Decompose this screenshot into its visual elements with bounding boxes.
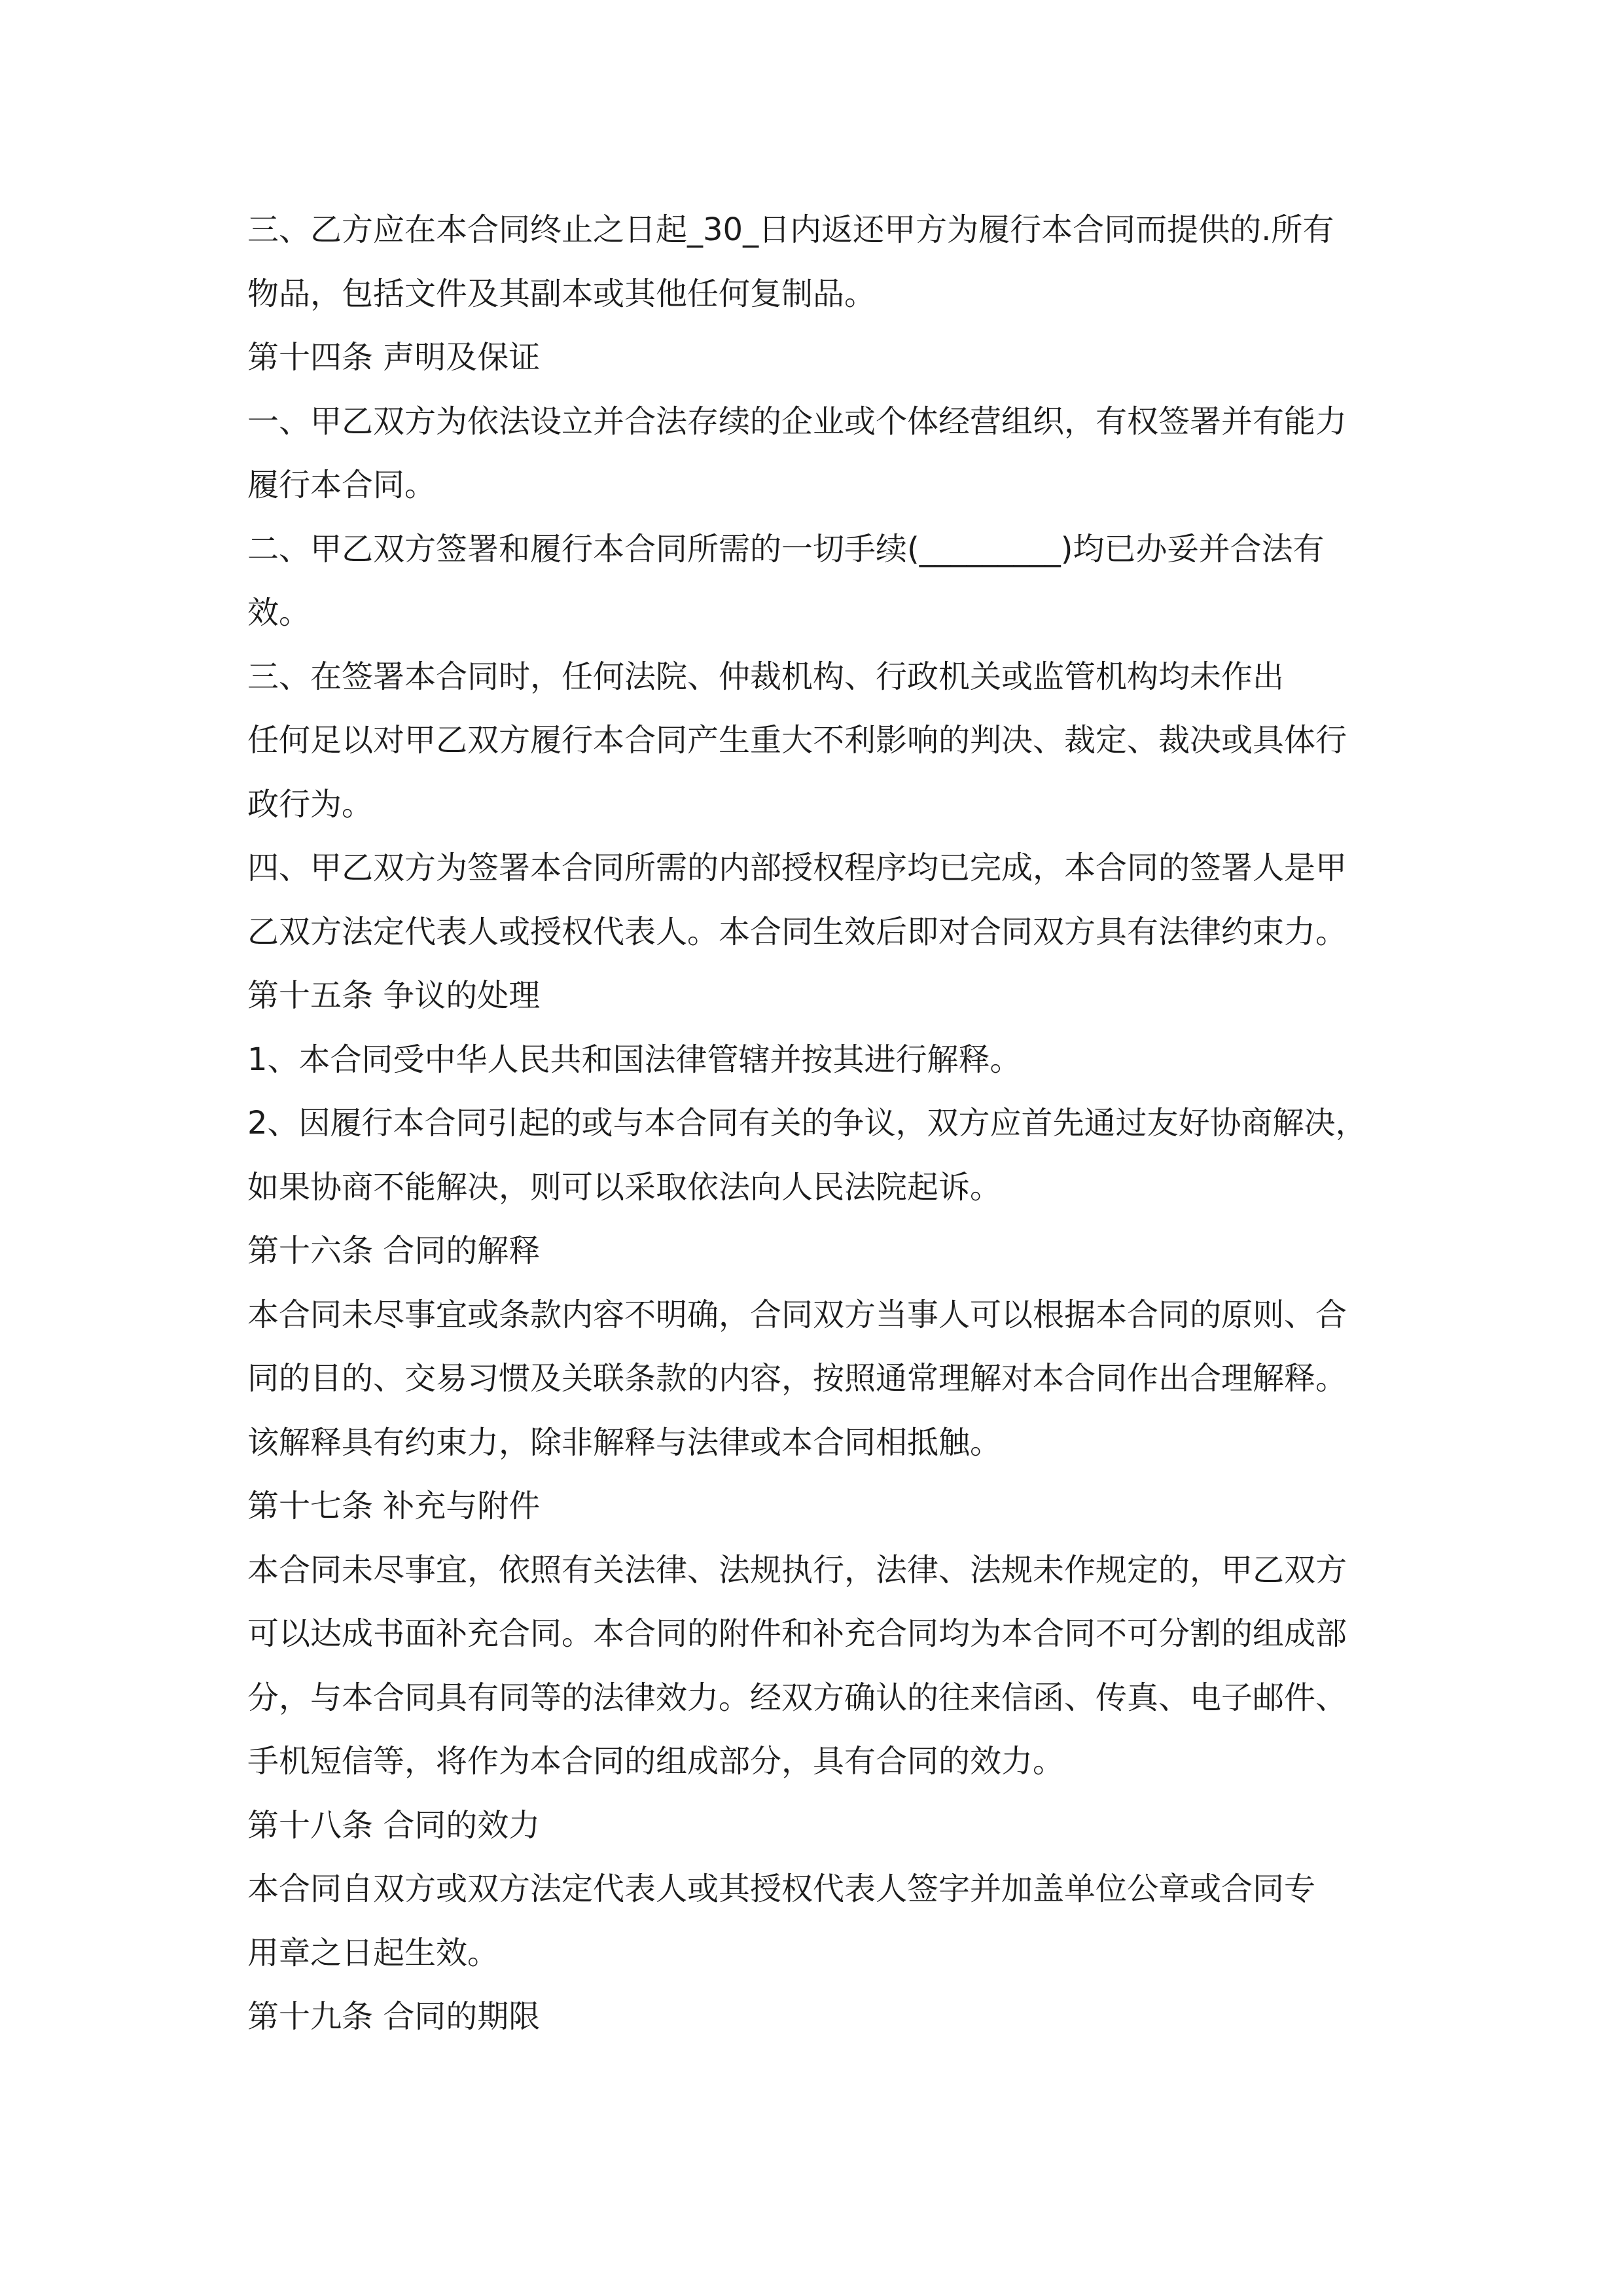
section-heading: 第十七条 补充与附件 (247, 1488, 541, 1524)
paragraph-line: 2、因履行本合同引起的或与本合同有关的争议，双方应首先通过友好协商解决， (247, 1105, 1367, 1141)
paragraph-line: 一、甲乙双方为依法设立并合法存续的企业或个体经营组织，有权签署并有能力 (247, 403, 1347, 440)
paragraph-line: 物品，包括文件及其副本或其他任何复制品。 (247, 275, 876, 312)
paragraph-line: 三、乙方应在本合同终止之日起_30_日内返还甲方为履行本合同而提供的.所有 (247, 211, 1334, 248)
paragraph-line: 二、甲乙双方签署和履行本合同所需的一切手续(_________)均已办妥并合法有 (247, 530, 1325, 567)
paragraph-line: 可以达成书面补充合同。本合同的附件和补充合同均为本合同不可分割的组成部 (247, 1615, 1347, 1652)
paragraph-line: 本合同自双方或双方法定代表人或其授权代表人签字并加盖单位公章或合同专 (247, 1871, 1316, 1907)
paragraph-line: 同的目的、交易习惯及关联条款的内容，按照通常理解对本合同作出合理解释。 (247, 1360, 1347, 1397)
section-heading: 第十四条 声明及保证 (247, 339, 541, 376)
paragraph-line: 本合同未尽事宜，依照有关法律、法规执行，法律、法规未作规定的，甲乙双方 (247, 1551, 1347, 1588)
paragraph-line: 履行本合同。 (247, 467, 437, 503)
section-heading: 第十六条 合同的解释 (247, 1232, 541, 1269)
section-heading: 第十八条 合同的效力 (247, 1806, 541, 1844)
paragraph-line: 三、在签署本合同时，任何法院、仲裁机构、行政机关或监管机构均未作出 (247, 658, 1285, 695)
paragraph-line: 四、甲乙双方为签署本合同所需的内部授权程序均已完成，本合同的签署人是甲 (247, 850, 1347, 886)
paragraph-line: 效。 (247, 594, 311, 631)
paragraph-line: 乙双方法定代表人或授权代表人。本合同生效后即对合同双方具有法律约束力。 (247, 913, 1347, 950)
paragraph-line: 政行为。 (247, 785, 374, 823)
paragraph-line: 任何足以对甲乙双方履行本合同产生重大不利影响的判决、裁定、裁决或具体行 (247, 722, 1347, 759)
paragraph-line: 如果协商不能解决，则可以采取依法向人民法院起诉。 (247, 1168, 1002, 1206)
paragraph-line: 手机短信等，将作为本合同的组成部分，具有合同的效力。 (247, 1743, 1065, 1780)
paragraph-line: 本合同未尽事宜或条款内容不明确，合同双方当事人可以根据本合同的原则、合 (247, 1296, 1347, 1333)
paragraph-line: 分，与本合同具有同等的法律效力。经双方确认的往来信函、传真、电子邮件、 (247, 1679, 1347, 1716)
document-body (247, 198, 1399, 2049)
paragraph-line: 用章之日起生效。 (247, 1934, 499, 1971)
section-heading: 第十九条 合同的期限 (247, 1998, 541, 2035)
paragraph-line: 1、本合同受中华人民共和国法律管辖并按其进行解释。 (247, 1041, 1022, 1078)
paragraph-line: 该解释具有约束力，除非解释与法律或本合同相抵触。 (247, 1424, 1002, 1461)
section-heading: 第十五条 争议的处理 (247, 977, 541, 1014)
